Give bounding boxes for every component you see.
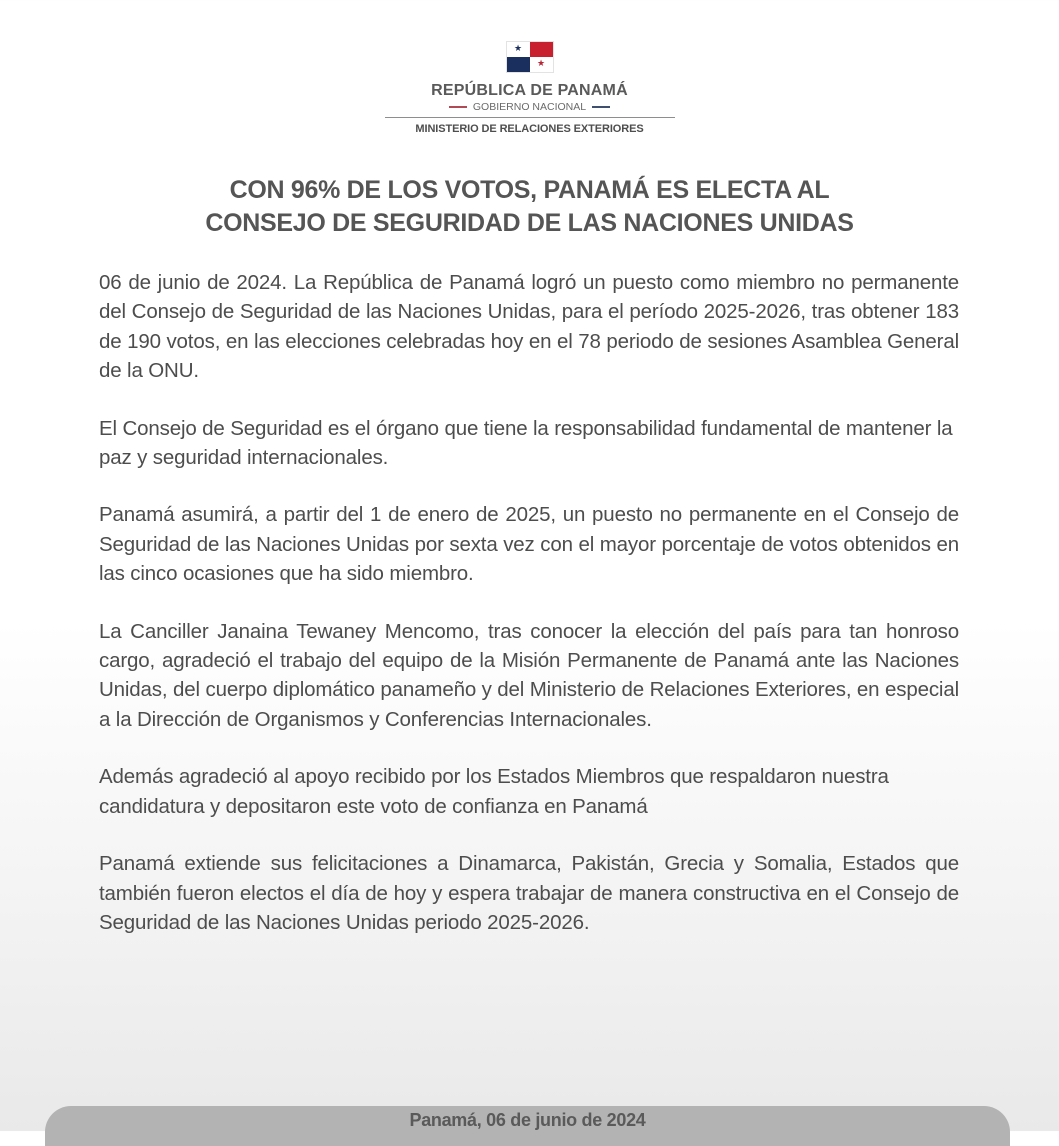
- paragraph-congratulations: Panamá extiende sus felicitaciones a Dinamarca, Pakistán, Grecia y Somalia, Estados que también fueron electos el día de hoy y espera trabajar de manera constructiva en el Consejo de Seguridad de las Naciones Unidas periodo 2025-2026.: [99, 852, 959, 934]
- press-release-title: [0, 174, 1059, 240]
- red-star-icon: ★: [530, 57, 553, 72]
- title-line-2: CONSEJO DE SEGURIDAD DE LAS NACIONES UNIDAS: [205, 209, 854, 237]
- government-label: GOBIERNO NACIONAL: [472, 101, 587, 113]
- republic-name: REPÚBLICA DE PANAMÁ: [431, 82, 628, 99]
- paragraph-announcement: 06 de junio de 2024. La República de Panamá logró un puesto como miembro no permanente del Consejo de Seguridad de las Naciones Unidas, para el período 2025-2026, tras obtener 183 de 190 votos, en las elecciones celebradas hoy en el 78 periodo de sesiones Asamblea General de la ONU.: [99, 271, 959, 383]
- red-dash: [449, 106, 467, 108]
- panama-flag-icon: [506, 41, 554, 73]
- footer-band: [45, 1106, 1010, 1146]
- header-divider: [385, 117, 675, 118]
- blue-star-icon: ★: [507, 42, 530, 57]
- paragraph-term: Panamá asumirá, a partir del 1 de enero de 2025, un puesto no permanente en el Consejo de Seguridad de las Naciones Unidas por sexta vez con el mayor porcentaje de votos obtenidos en las cinco ocasiones que ha sido miembro.: [99, 503, 959, 586]
- government-line: [0, 101, 1059, 113]
- title-line-1: CON 96% DE LOS VOTOS, PANAMÁ ES ELECTA AL: [229, 176, 830, 204]
- dateline: Panamá, 06 de junio de 2024: [409, 1110, 646, 1130]
- ministry-name: MINISTERIO DE RELACIONES EXTERIORES: [415, 123, 644, 135]
- paragraph-thanks: Además agradeció al apoyo recibido por los Estados Miembros que respaldaron nuestra candidatura y depositaron este voto de confianza en Panamá: [99, 765, 889, 818]
- letterhead: [0, 41, 1059, 135]
- blue-dash: [592, 106, 610, 108]
- flag-red-quarter: [530, 42, 553, 57]
- paragraph-chancellor: La Canciller Janaina Tewaney Mencomo, tras conocer la elección del país para tan honroso cargo, agradeció el trabajo del equipo de la Misión Permanente de Panamá ante las Naciones Unidas, del cuerpo diplomático panameño y del Ministerio de Relaciones Exteriores, en especial a la Dirección de Organismos y Conferencias Internacionales.: [99, 619, 959, 731]
- press-release-body: [99, 268, 959, 965]
- paragraph-security-council: El Consejo de Seguridad es el órgano que tiene la responsabilidad fundamental de mantener la paz y seguridad internacionales.: [99, 416, 953, 470]
- flag-blue-quarter: [507, 57, 530, 72]
